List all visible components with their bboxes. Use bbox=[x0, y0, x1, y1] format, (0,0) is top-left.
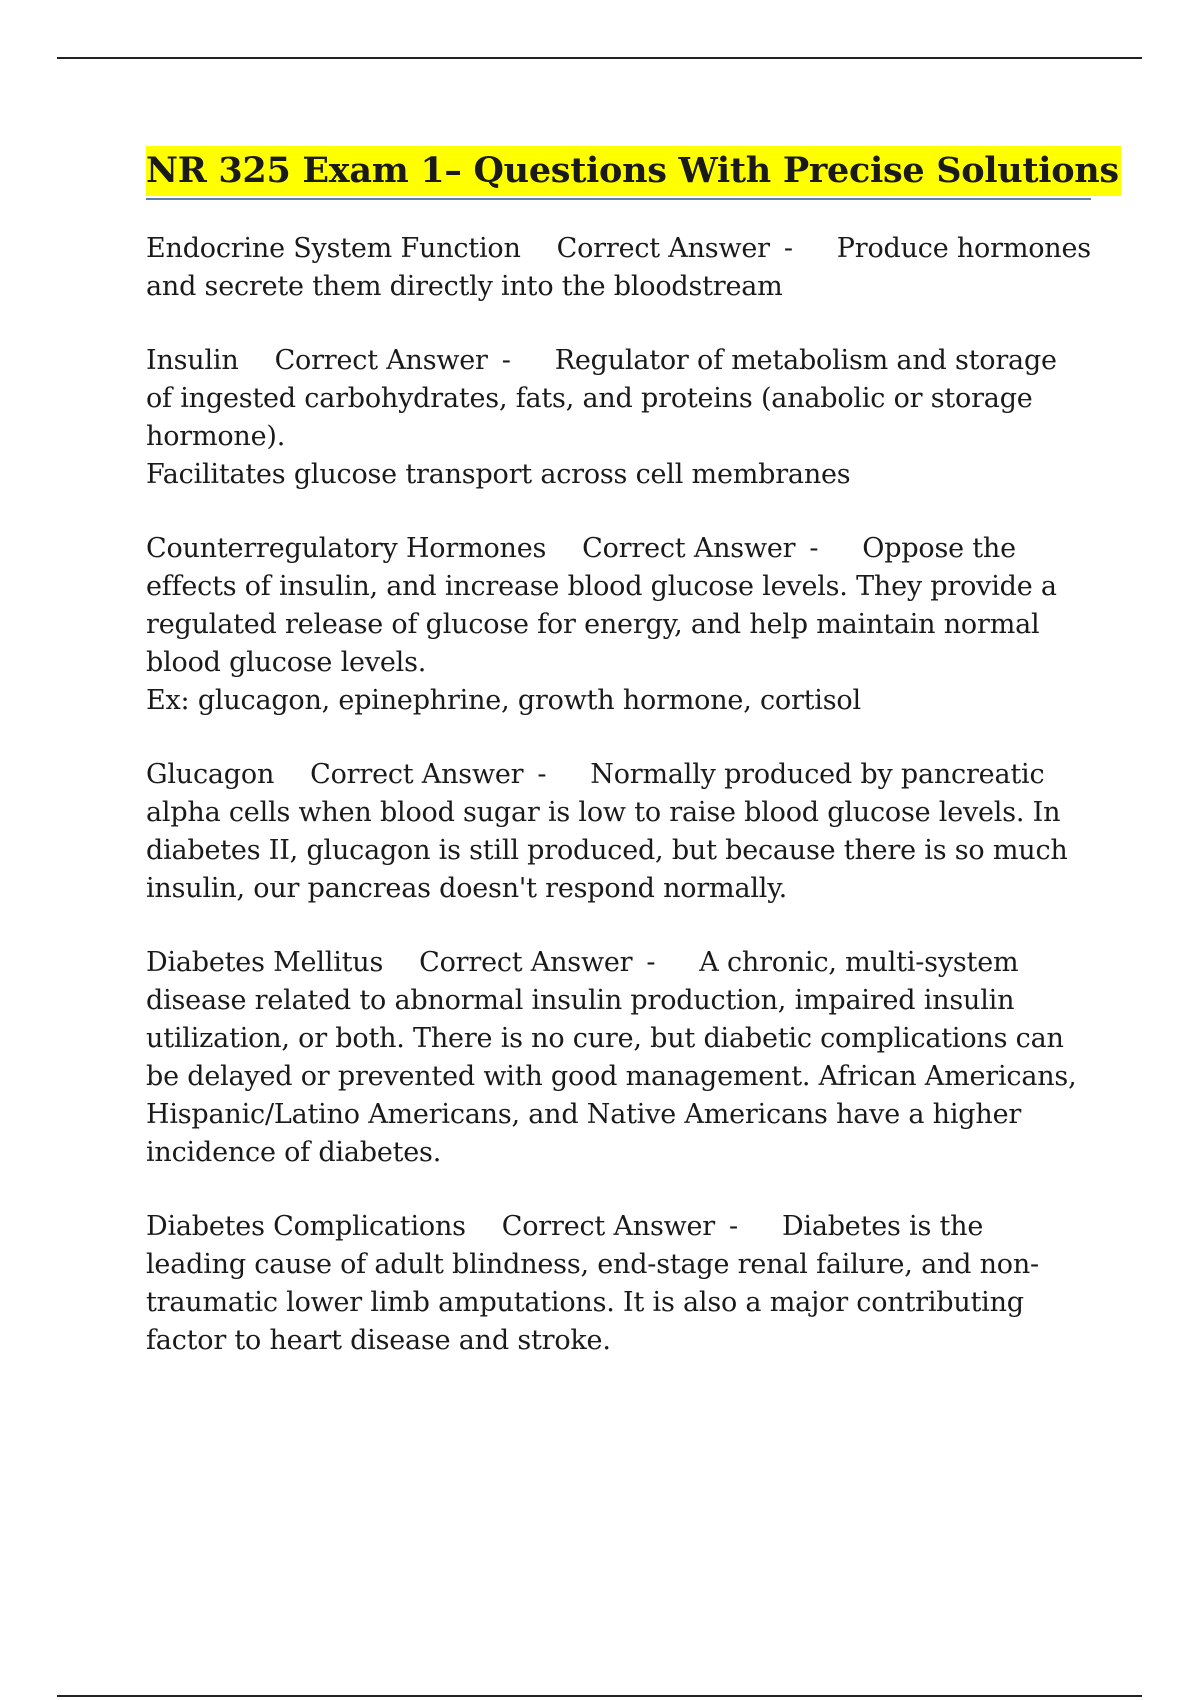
qa-term: Diabetes Mellitus bbox=[146, 947, 384, 978]
answer-dash: - bbox=[729, 1211, 738, 1242]
qa-first-line bbox=[146, 756, 1091, 908]
answer-label: Correct Answer bbox=[274, 345, 488, 376]
header-rule bbox=[57, 57, 1142, 59]
qa-answer: Oppose the effects of insulin, and increase blood glucose levels. They provide a regulated release of glucose for energy, and help maintain normal blood glucose levels. bbox=[146, 533, 1057, 678]
qa-answer-continuation: Ex: glucagon, epinephrine, growth hormone, cortisol bbox=[146, 685, 861, 716]
qa-entry-glucagon bbox=[146, 756, 1091, 908]
qa-entry-counterregulatory bbox=[146, 530, 1091, 720]
answer-dash: - bbox=[646, 947, 656, 978]
answer-label: Correct Answer bbox=[582, 533, 796, 564]
qa-answer: A chronic, multi-system disease related to abnormal insulin production, impaired insulin utilization, or both. There is no cure, but diabetic complications can be delayed or prevented with good management. African Americans, Hispanic/Latino Americans, and Native Americans have a higher incidence of diabetes. bbox=[146, 947, 1077, 1168]
answer-label: Correct Answer bbox=[556, 233, 770, 264]
qa-term: Counterregulatory Hormones bbox=[146, 533, 547, 564]
answer-label: Correct Answer bbox=[501, 1211, 715, 1242]
qa-first-line bbox=[146, 530, 1091, 682]
document-title: NR 325 Exam 1– Questions With Precise Solutions bbox=[146, 146, 1121, 196]
qa-answer: Regulator of metabolism and storage of ingested carbohydrates, fats, and proteins (anabolic or storage hormone). bbox=[146, 345, 1057, 452]
answer-dash: - bbox=[501, 345, 511, 376]
qa-first-line bbox=[146, 1208, 1091, 1360]
qa-answer: Diabetes is the leading cause of adult blindness, end-stage renal failure, and non-traumatic lower limb amputations. It is also a major contributing factor to heart disease and stroke. bbox=[146, 1211, 1039, 1356]
qa-term: Insulin bbox=[146, 345, 239, 376]
answer-label: Correct Answer bbox=[419, 947, 633, 978]
qa-answer: Normally produced by pancreatic alpha cells when blood sugar is low to raise blood glucose levels. In diabetes II, glucagon is still produced, but because there is so much insulin, our pancreas doesn't respond normally. bbox=[146, 759, 1068, 904]
document-body bbox=[146, 146, 1119, 1396]
answer-dash: - bbox=[537, 759, 547, 790]
answer-dash: - bbox=[809, 533, 819, 564]
footer-rule bbox=[57, 1695, 1142, 1697]
qa-entry-endocrine bbox=[146, 230, 1091, 306]
qa-entry-diabetes-mellitus bbox=[146, 944, 1091, 1172]
answer-dash: - bbox=[783, 233, 793, 264]
qa-entry-diabetes-complications bbox=[146, 1208, 1091, 1360]
title-underline bbox=[146, 146, 1119, 200]
qa-first-line bbox=[146, 944, 1091, 1172]
qa-answer: Produce hormones and secrete them directly into the bloodstream bbox=[146, 233, 1091, 302]
qa-term: Diabetes Complications bbox=[146, 1211, 466, 1242]
qa-first-line bbox=[146, 230, 1091, 306]
qa-answer-continuation: Facilitates glucose transport across cell membranes bbox=[146, 459, 851, 490]
qa-term: Glucagon bbox=[146, 759, 275, 790]
qa-entry-insulin bbox=[146, 342, 1091, 494]
answer-label: Correct Answer bbox=[310, 759, 524, 790]
qa-first-line bbox=[146, 342, 1091, 456]
qa-term: Endocrine System Function bbox=[146, 233, 521, 264]
